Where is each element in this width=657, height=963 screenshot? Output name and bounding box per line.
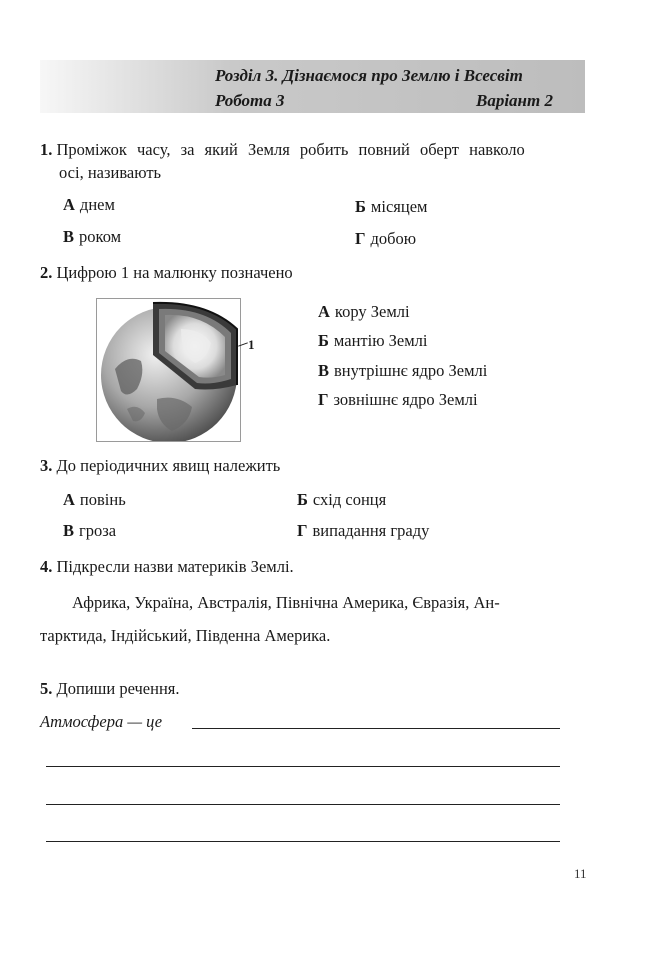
option-text: повінь <box>79 490 126 509</box>
option-letter: Б <box>318 331 329 350</box>
continents-list-line-2[interactable]: тарктида, Індійський, Південна Америка. <box>40 626 331 645</box>
q1-option-d[interactable] <box>355 229 416 249</box>
question-text: Цифрою 1 на малюнку позначено <box>56 263 293 282</box>
page-number: 11 <box>574 866 587 881</box>
option-text: випадання граду <box>312 521 430 540</box>
section-title: Розділ 3. Дізнаємося про Землю і Всесвіт <box>215 66 523 85</box>
option-text: кору Землі <box>334 302 410 321</box>
question-4 <box>40 555 294 579</box>
answer-line-3[interactable] <box>46 804 560 805</box>
option-text: місяцем <box>370 197 428 216</box>
option-letter: В <box>63 521 75 540</box>
option-text: мантію Землі <box>333 331 428 350</box>
question-number: 2. <box>40 263 53 282</box>
answer-line-1[interactable] <box>192 728 560 729</box>
q2-option-a[interactable] <box>318 302 410 322</box>
question-number: 5. <box>40 679 53 698</box>
option-text: схід сонця <box>312 490 387 509</box>
option-letter: В <box>318 361 330 380</box>
option-text: добою <box>370 229 417 248</box>
q2-option-c[interactable] <box>318 361 487 381</box>
option-letter: А <box>63 195 75 214</box>
answer-line-4[interactable] <box>46 841 560 842</box>
q1-option-b[interactable] <box>355 197 427 217</box>
work-title: Робота 3 <box>215 91 285 110</box>
question-text: До періодичних явищ належить <box>56 456 281 475</box>
option-text: гроза <box>79 521 117 540</box>
option-text: зовнішнє ядро Землі <box>333 390 478 409</box>
question-1-cont: осі, називають <box>59 163 162 182</box>
q3-option-b[interactable] <box>297 490 386 510</box>
option-letter: Б <box>297 490 308 509</box>
option-text: внутрішнє ядро Землі <box>334 361 488 380</box>
option-letter: Г <box>355 229 366 248</box>
option-letter: Г <box>297 521 308 540</box>
question-text: Допиши речення. <box>56 679 180 698</box>
earth-structure-figure <box>96 298 241 442</box>
question-5 <box>40 677 180 701</box>
option-letter: В <box>63 227 75 246</box>
option-letter: Г <box>318 390 329 409</box>
q3-option-a[interactable] <box>63 490 126 510</box>
question-1 <box>40 138 525 162</box>
option-text: днем <box>79 195 115 214</box>
question-text: Проміжок часу, за який Земля робить повний оберт навколо <box>56 140 525 159</box>
answer-line-2[interactable] <box>46 766 560 767</box>
question-number: 4. <box>40 557 53 576</box>
q2-option-b[interactable] <box>318 331 428 351</box>
question-3 <box>40 454 280 478</box>
option-text: роком <box>79 227 122 246</box>
q1-option-c[interactable] <box>63 227 121 247</box>
variant-label: Варіант 2 <box>476 91 553 110</box>
question-number: 3. <box>40 456 53 475</box>
continents-list-line-1[interactable]: Африка, Україна, Австралія, Північна Америка, Євразія, Ан- <box>72 593 500 612</box>
q2-option-d[interactable] <box>318 390 478 410</box>
question-2 <box>40 261 293 285</box>
q3-option-c[interactable] <box>63 521 116 541</box>
sentence-prompt: Атмосфера — це <box>40 712 163 731</box>
option-letter: Б <box>355 197 366 216</box>
q3-option-d[interactable] <box>297 521 429 541</box>
question-number: 1. <box>40 140 53 159</box>
question-text: Підкресли назви материків Землі. <box>56 557 294 576</box>
option-letter: А <box>318 302 330 321</box>
figure-label-1: 1 <box>248 337 255 352</box>
earth-cutaway-illustration <box>97 299 240 441</box>
option-letter: А <box>63 490 75 509</box>
q1-option-a[interactable] <box>63 195 115 215</box>
